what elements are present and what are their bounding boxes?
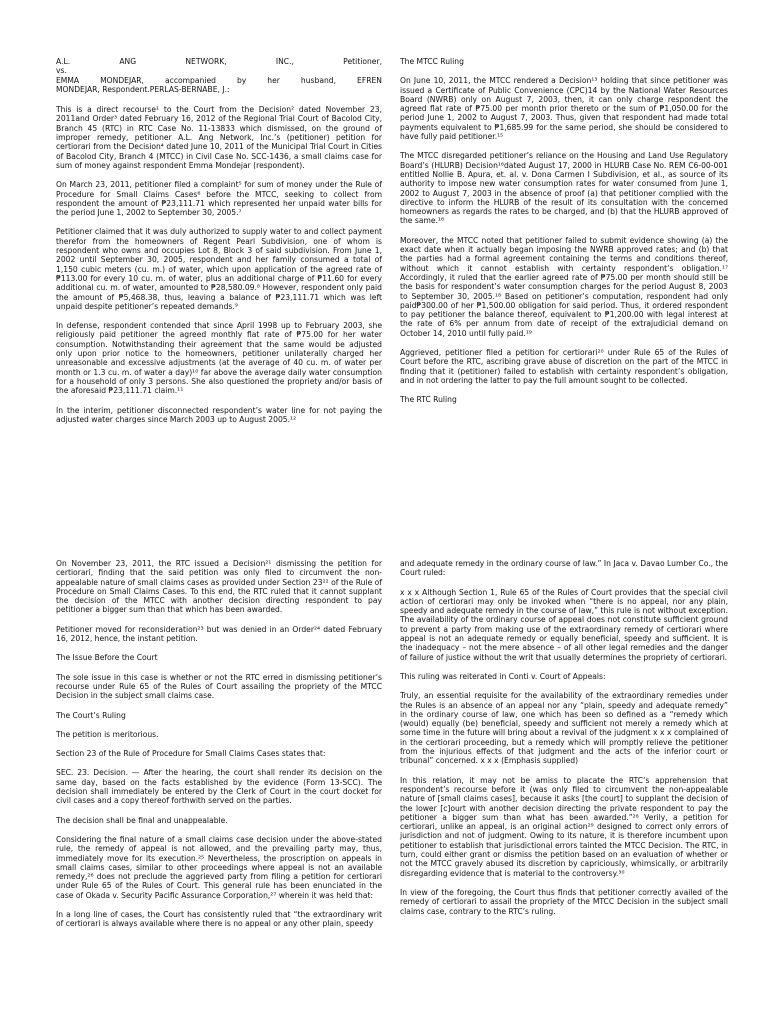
paragraph: Section 23 of the Rule of Procedure for Small Claims Cases states that: — [56, 749, 326, 759]
column-bottom-right — [400, 559, 728, 926]
column-top-left — [56, 57, 382, 434]
caption-word: EMMA — [56, 75, 80, 85]
paragraph: Aggrieved, petitioner filed a petition for certiorari²⁰ under Rule 65 of the Rules of Court before the RTC, ascribing grave abuse of discretion on the part of the MTCC in finding that it (petitioner) failed to establish with certainty respondent’s obligation, and in not ordering the latter to pay the full amount sought to be collected. — [400, 348, 728, 385]
caption-word: her — [267, 75, 280, 85]
column-top-right — [400, 57, 728, 415]
case-caption-line-3 — [56, 76, 382, 85]
paragraph: In this relation, it may not be amiss to placate the RTC’s apprehension that respondent’s recourse before it (was only filed to circumvent the non-appealable nature of [small claims cases], because it asks [the court] to supplant the decision of the lower [c]ourt with another decision directing the private respondent to pay the petitioner a bigger sum than what has been awarded.”²⁸ Verily, a petition for certiorari, unlike an appeal, is an original action²⁹ designed to correct only errors of jurisdiction and not of judgment. Owing to its nature, it is therefore incumbent upon petitioner to establish that jurisdictional errors tainted the MTCC Decision. The RTC, in turn, could either grant or dismiss the petition based on an evaluation of whether or not the MTCC gravely abused its discretion by capriciously, whimsically, or arbitrarily disregarding evidence that is material to the controversy.³⁰ — [400, 775, 728, 878]
caption-word: ANG — [119, 57, 137, 66]
paragraph: In the interim, petitioner disconnected respondent’s water line for not paying the adjusted water charges since March 2003 up to August 2005.¹² — [56, 405, 382, 424]
quoted-case: Truly, an essential requisite for the availability of the extraordinary remedies under the Rules is an absence of an appeal nor any “plain, speedy and adequate remedy” in the ordinary course of law, one which has been so defined as a “remedy which (would) equally (be) beneficial, speedy and sufficient not merely a remedy which at some time in the future will bring about a revival of the judgment x x x complained of in the certiorari proceeding, but a remedy which will promptly relieve the petitioner from the injurious effects of that judgment and the acts of the inferior court or tribunal” concerned. x x x (Emphasis supplied) — [400, 691, 728, 766]
paragraph: and adequate remedy in the ordinary course of law.” In Jaca v. Davao Lumber Co., the Court ruled: — [400, 559, 728, 578]
paragraph: Moreover, the MTCC noted that petitioner failed to submit evidence showing (a) the exact date when it actually began imposing the NWRB approved rates; and (b) that the parties had a formal agreement containing the terms and conditions thereof, without which it cannot establish with certainty respondent’s obligation.¹⁷ Accordingly, it ruled that the earlier agreed rate of ₱75.00 per month should still be the basis for respondent’s water consumption charges for the period August 8, 2003 to September 30, 2005.¹⁸ Based on petitioner’s computation, respondent had only paid₱300.00 of her ₱1,500.00 obligation for said period. Thus, it ordered respondent to pay petitioner the balance thereof, equivalent to ₱1,200.00 with legal interest at the rate of 6% per annum from date of receipt of the extrajudicial demand on October 14, 2010 until fully paid.¹⁹ — [400, 235, 728, 338]
paragraph: The sole issue in this case is whether or not the RTC erred in dismissing petitioner’s recourse under Rule 65 of the Rules of Court assailing the propriety of the MTCC Decision in the subject small claims case. — [56, 672, 382, 701]
quoted-rule: SEC. 23. Decision. — After the hearing, the court shall render its decision on the same day, based on the facts established by the evidence (Form 13-SCC). The decision shall immediately be entered by the Clerk of Court in the court docket for civil cases and a copy thereof forthwith served on the parties. — [56, 768, 382, 806]
paragraph: In view of the foregoing, the Court thus finds that petitioner correctly availed of the remedy of certiorari to assail the propriety of the MTCC Decision in the subject small claims case, contrary to the RTC’s ruling. — [400, 887, 728, 916]
caption-word: A.L. — [56, 57, 71, 66]
paragraph: The MTCC disregarded petitioner’s reliance on the Housing and Land Use Regulatory Board’s (HLURB) Decision¹⁶dated August 17, 2000 in HLURB Case No. REM C6-00-001 entitled Nollie B. Apura, et. al. v. Dona Carmen I Subdivision, et al., as source of its authority to impose new water consumption rates for water consumed from June 1, 2002 to August 7, 2003 in the absence of proof (a) that petitioner complied with the directive to inform the HLURB of the result of its consultation with the concerned homeowners as regards the rates to be charged, and (b) that the HLURB approved of the same.¹⁶ — [400, 151, 728, 226]
case-caption-line-4: MONDEJAR, Respondent.PERLAS-BERNABE, J.: — [56, 84, 230, 94]
caption-word: EFREN — [357, 75, 382, 85]
section-heading-courts-ruling: The Court’s Ruling — [56, 710, 126, 720]
caption-word: MONDEJAR, — [100, 75, 144, 85]
paragraph: Considering the final nature of a small claims case decision under the above-stated rule, the remedy of appeal is not allowed, and the prevailing party may, thus, immediately move for its execution.²⁵ Nevertheless, the proscription on appeals in small claims cases, similar to other proceedings where appeal is not an available remedy,²⁶ does not preclude the aggrieved party from filing a petition for certiorari under Rule 65 of the Rules of Court. This general rule has been enunciated in the case of Okada v. Security Pacific Assurance Corporation,²⁷ wherein it was held that: — [56, 834, 382, 900]
paragraph: On November 23, 2011, the RTC issued a Decision²¹ dismissing the petition for certiorari, finding that the said petition was only filed to circumvent the non-appealable nature of small claims cases as provided under Section 23²² of the Rule of Procedure on Small Claims Cases. To this end, the RTC ruled that it cannot supplant the decision of the MTCC with another decision directing respondent to pay petitioner a bigger sum than that which has been awarded. — [56, 559, 382, 615]
caption-word: NETWORK, — [185, 57, 227, 66]
caption-word: INC., — [275, 57, 294, 66]
caption-word: by — [236, 75, 247, 85]
paragraph: On March 23, 2011, petitioner filed a complaint⁵ for sum of money under the Rule of Procedure for Small Claims Cases⁶ before the MTCC, seeking to collect from respondent the amount of ₱23,111.71 which represented her unpaid water bills for the period June 1, 2002 to September 30, 2005.⁷ — [56, 180, 382, 218]
caption-word: Petitioner, — [343, 57, 382, 66]
caption-word: husband, — [300, 75, 337, 85]
paragraph: Petitioner moved for reconsideration²³ but was denied in an Order²⁴ dated February 16, 2012, hence, the instant petition. — [56, 624, 382, 644]
section-heading-mtcc-ruling: The MTCC Ruling — [400, 57, 464, 66]
case-caption-line-1 — [56, 57, 382, 66]
column-bottom-left — [56, 559, 382, 939]
paragraph: Petitioner claimed that it was duly authorized to supply water to and collect payment therefor from the homeowners of Regent Pearl Subdivision, one of whom is respondent who owns and occupies Lot 8, Block 3 of said subdivision. From June 1, 2002 until September 30, 2005, respondent and her family consumed a total of 1,150 cubic meters (cu. m.) of water, which upon application of the agreed rate of ₱113.00 for every 10 cu. m. of water, plus an additional charge of ₱11.60 for every additional cu. m. of water, amounted to ₱28,580.09.⁸ However, respondent only paid the amount of ₱5,468.38, thus, leaving a balance of ₱23,111.71 which was left unpaid despite petitioner’s repeated demands.⁹ — [56, 227, 382, 311]
quoted-case: In a long line of cases, the Court has consistently ruled that “the extraordinary writ of certiorari is always available where there is no appeal or any other plain, speedy — [56, 910, 382, 929]
paragraph: In defense, respondent contended that since April 1998 up to February 2003, she religiously paid petitioner the agreed monthly flat rate of ₱75.00 for her water consumption. Notwithstanding their agreement that the same would be adjusted only upon prior notice to the homeowners, petitioner unilaterally charged her unreasonable and excessive adjustments (at the average of 40 cu. m. of water per month or 1.3 cu. m. of water a day)¹⁰ far above the average daily water consumption for a household of only 3 persons. She also questioned the propriety and/or basis of the aforesaid ₱23,111.71 claim.¹¹ — [56, 321, 382, 396]
paragraph: The petition is meritorious. — [56, 729, 159, 739]
paragraph: This is a direct recourse¹ to the Court from the Decision² dated November 23, 2011and Order³ dated February 16, 2012 of the Regional Trial Court of Bacolod City, Branch 45 (RTC) in RTC Case No. 11-13833 which dismissed, on the ground of improper remedy, petitioner A.L. Ang Network, Inc.’s (petitioner) petition for certiorari from the Decision⁴ dated June 10, 2011 of the Municipal Trial Court in Cities of Bacolod City, Branch 4 (MTCC) in Civil Case No. SCC-1436, a small claims case for sum of money against respondent Emma Mondejar (respondent). — [56, 105, 382, 170]
paragraph: On June 10, 2011, the MTCC rendered a Decision¹³ holding that since petitioner was issued a Certificate of Public Convenience (CPC)14 by the National Water Resources Board (NWRB) only on August 7, 2003, then, it can only charge respondent the agreed flat rate of ₱75.00 per month prior thereto or the sum of ₱1,050.00 for the period June 1, 2002 to August 7, 2003. Thus, given that respondent had made total payments equivalent to ₱1,685.99 for the same period, she should be considered to have fully paid petitioner.¹⁵ — [400, 76, 728, 142]
caption-word: accompanied — [165, 75, 216, 85]
quoted-rule: The decision shall be final and unappealable. — [56, 815, 228, 825]
section-heading-rtc-ruling: The RTC Ruling — [400, 395, 457, 405]
case-caption-vs: vs. — [56, 66, 67, 76]
section-heading-issue: The Issue Before the Court — [56, 653, 158, 663]
paragraph: This ruling was reiterated in Conti v. Court of Appeals: — [400, 671, 606, 681]
quoted-case: x x x Although Section 1, Rule 65 of the Rules of Court provides that the special civil action of certiorari may only be invoked when “there is no appeal, nor any plain, speedy and adequate remedy in the course of law,” this rule is not without exception. The availability of the ordinary course of appeal does not constitute sufficient ground to prevent a party from making use of the extraordinary remedy of certiorari where appeal is not an adequate remedy or equally beneficial, speedy and sufficient. It is the inadequacy – not the mere absence – of all other legal remedies and the danger of failure of justice without the writ that usually determines the propriety of certiorari. — [400, 587, 728, 662]
